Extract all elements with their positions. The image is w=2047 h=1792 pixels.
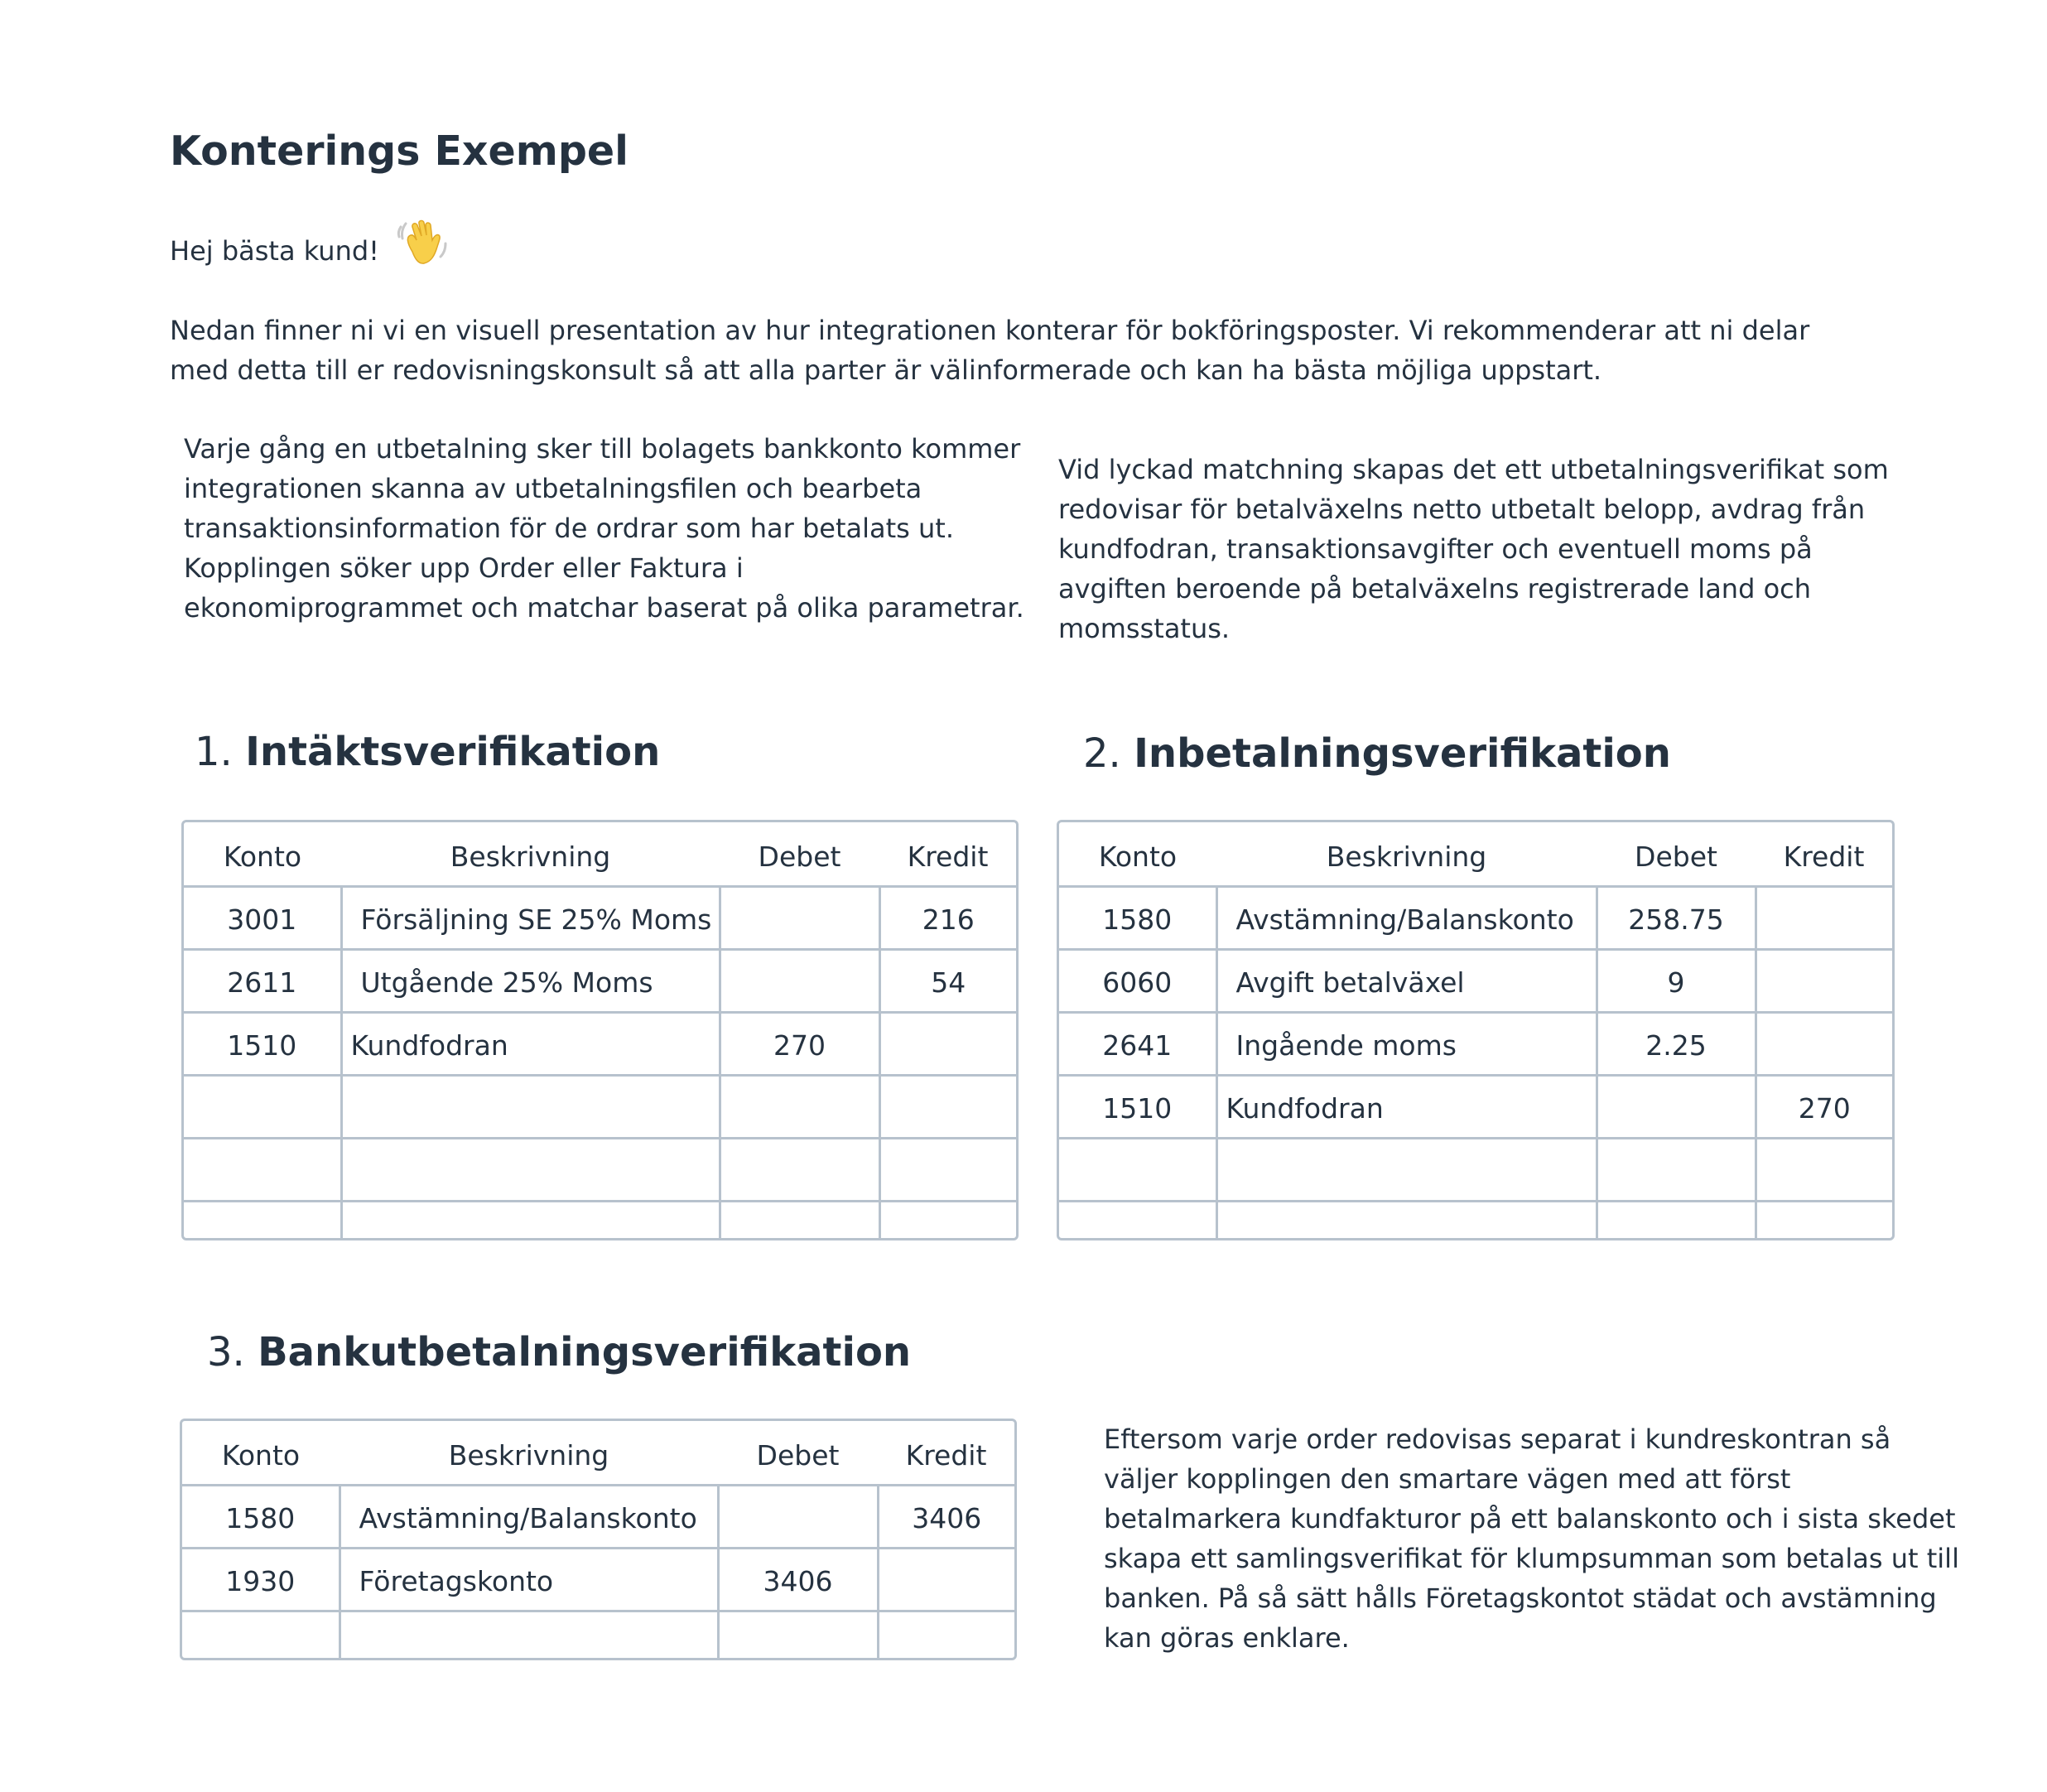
konto-cell: 1930 [182, 1549, 340, 1611]
konto-cell [184, 1139, 341, 1202]
beskrivning-cell: Försäljning SE 25% Moms [341, 887, 720, 950]
beskrivning-cell: Kundfodran [1216, 1076, 1597, 1139]
kredit-cell: 216 [879, 887, 1016, 950]
header-debet: Debet [720, 822, 879, 887]
kredit-cell: 3406 [878, 1486, 1014, 1549]
table-row [182, 1549, 1014, 1611]
table-row [182, 1611, 1014, 1661]
header-beskrivning: Beskrivning [1216, 822, 1597, 887]
debet-cell: 2.25 [1597, 1013, 1756, 1076]
kredit-cell: 270 [1756, 1076, 1892, 1139]
header-konto: Konto [184, 822, 341, 887]
debet-cell [1597, 1139, 1756, 1202]
table-row [1059, 1076, 1892, 1139]
header-kredit: Kredit [878, 1421, 1014, 1486]
summary-paragraph: Eftersom varje order redovisas separat i kundreskontran så väljer kopplingen den smartare vägen med att först betalmarkera kundfakturor på ett balanskonto och i sista skedet skapa ett samlingsverifikat för klumpsumman som betalas ut till banken. På så sätt hålls Företagskontot städat och avstämning kan göras enklare. [1104, 1423, 1959, 1654]
ledger-grid [184, 822, 1016, 1240]
section-3-heading [207, 1323, 911, 1381]
section-name: Intäktsverifikation [245, 729, 661, 775]
debet-cell [718, 1611, 878, 1661]
table-row [184, 887, 1016, 950]
matching-description: Varje gång en utbetalning sker till bolagets bankkonto kommer integrationen skanna av utbetalningsfilen och bearbeta transaktionsinformation för de ordrar som har betalats ut. Kopplingen söker upp Order eller Faktura i ekonomiprogrammet och matchar baserat på olika parametrar. [184, 433, 1024, 624]
debet-cell: 270 [720, 1013, 879, 1076]
section-number: 2. [1083, 730, 1121, 777]
verification-description: Vid lyckad matchning skapas det ett utbetalningsverifikat som redovisar för betalväxelns netto utbetalt belopp, avdrag från kundfodran, transaktionsavgifter och eventuell moms på avgiften beroende på betalväxelns registrerade land och momsstatus. [1058, 454, 1889, 644]
beskrivning-cell [341, 1139, 720, 1202]
konto-cell [184, 1076, 341, 1139]
konto-cell: 1580 [225, 1502, 296, 1534]
kredit-cell [1756, 1202, 1892, 1241]
debet-cell [1597, 1076, 1756, 1139]
table-row [1059, 950, 1892, 1013]
table-row [184, 1076, 1016, 1139]
greeting-text: Hej bästa kund! [170, 235, 379, 267]
beskrivning-cell [341, 1202, 720, 1241]
table-row [184, 1013, 1016, 1076]
page-title: Konterings Exempel [170, 128, 629, 175]
section-number: 3. [207, 1329, 245, 1375]
table-row [184, 1202, 1016, 1241]
table-row [1059, 1013, 1892, 1076]
table-row [1059, 1139, 1892, 1202]
table-row [1059, 887, 1892, 950]
konto-cell: 1580 [1102, 903, 1173, 936]
header-beskrivning: Beskrivning [341, 822, 720, 887]
kredit-cell [1756, 1139, 1892, 1202]
table-row [184, 950, 1016, 1013]
kredit-cell: 54 [879, 950, 1016, 1013]
ledger-grid [1059, 822, 1892, 1240]
ledger-grid [182, 1421, 1014, 1660]
kredit-cell [879, 1202, 1016, 1241]
header-kredit: Kredit [879, 822, 1016, 887]
beskrivning-cell [1216, 1202, 1597, 1241]
debet-cell [720, 950, 879, 1013]
debet-cell [718, 1486, 878, 1549]
table-row [184, 1139, 1016, 1202]
header-debet: Debet [718, 1421, 878, 1486]
table-row [182, 1486, 1014, 1549]
konto-cell [184, 1202, 341, 1241]
beskrivning-cell [340, 1611, 718, 1661]
section-2-heading [1083, 725, 1671, 783]
debet-cell [1597, 1202, 1756, 1241]
konto-cell [1059, 1202, 1216, 1241]
kredit-cell [878, 1549, 1014, 1611]
header-row [182, 1421, 1014, 1486]
debet-cell [720, 1139, 879, 1202]
konto-cell: 1510 [1059, 1076, 1216, 1139]
konto-cell: 2641 [1059, 1013, 1216, 1076]
kredit-cell [1756, 1013, 1892, 1076]
kredit-cell [879, 1139, 1016, 1202]
debet-cell [720, 887, 879, 950]
header-row [1059, 822, 1892, 887]
konto-cell: 1510 [184, 1013, 341, 1076]
ledger-table-intakt [181, 820, 1019, 1240]
konto-cell [182, 1611, 340, 1661]
table-row [1059, 1202, 1892, 1241]
debet-cell [720, 1202, 879, 1241]
header-debet: Debet [1597, 822, 1756, 887]
beskrivning-cell: Avstämning/Balanskonto [1216, 887, 1597, 950]
section-number: 1. [195, 729, 233, 775]
konto-cell [1059, 1139, 1216, 1202]
beskrivning-cell: Företagskonto [340, 1549, 718, 1611]
kredit-cell [879, 1076, 1016, 1139]
kredit-cell [879, 1013, 1016, 1076]
waving-hand-icon [394, 214, 452, 272]
kredit-cell [878, 1611, 1014, 1661]
beskrivning-cell: Avstämning/Balanskonto [340, 1486, 718, 1549]
konto-cell: 2611 [184, 950, 341, 1013]
ledger-table-bankutbetalning [180, 1419, 1017, 1660]
beskrivning-cell: Avgift betalväxel [1216, 950, 1597, 1013]
debet-cell: 9 [1597, 950, 1756, 1013]
header-konto: Konto [182, 1421, 340, 1486]
beskrivning-cell: Ingående moms [1216, 1013, 1597, 1076]
beskrivning-cell [341, 1076, 720, 1139]
debet-cell [720, 1076, 879, 1139]
kredit-cell [1756, 887, 1892, 950]
kredit-cell [1756, 950, 1892, 1013]
section-name: Inbetalningsverifikation [1134, 730, 1671, 777]
header-beskrivning: Beskrivning [340, 1421, 718, 1486]
header-kredit: Kredit [1756, 822, 1892, 887]
section-name: Bankutbetalningsverifikation [258, 1329, 912, 1375]
konto-cell: 3001 [227, 903, 297, 936]
intro-paragraph: Nedan finner ni vi en visuell presentation av hur integrationen konterar för bokföringsposter. Vi rekommenderar att ni delar med detta till er redovisningskonsult så att alla parter är välinformerade och kan ha bästa möjliga uppstart. [170, 315, 1810, 386]
beskrivning-cell: Utgående 25% Moms [341, 950, 720, 1013]
debet-cell: 3406 [718, 1549, 878, 1611]
debet-cell: 258.75 [1597, 887, 1756, 950]
beskrivning-cell: Kundfodran [341, 1013, 720, 1076]
section-1-heading [195, 723, 660, 781]
ledger-table-inbetalning [1057, 820, 1895, 1240]
beskrivning-cell [1216, 1139, 1597, 1202]
konto-cell: 6060 [1059, 950, 1216, 1013]
header-row [184, 822, 1016, 887]
header-konto: Konto [1059, 822, 1216, 887]
